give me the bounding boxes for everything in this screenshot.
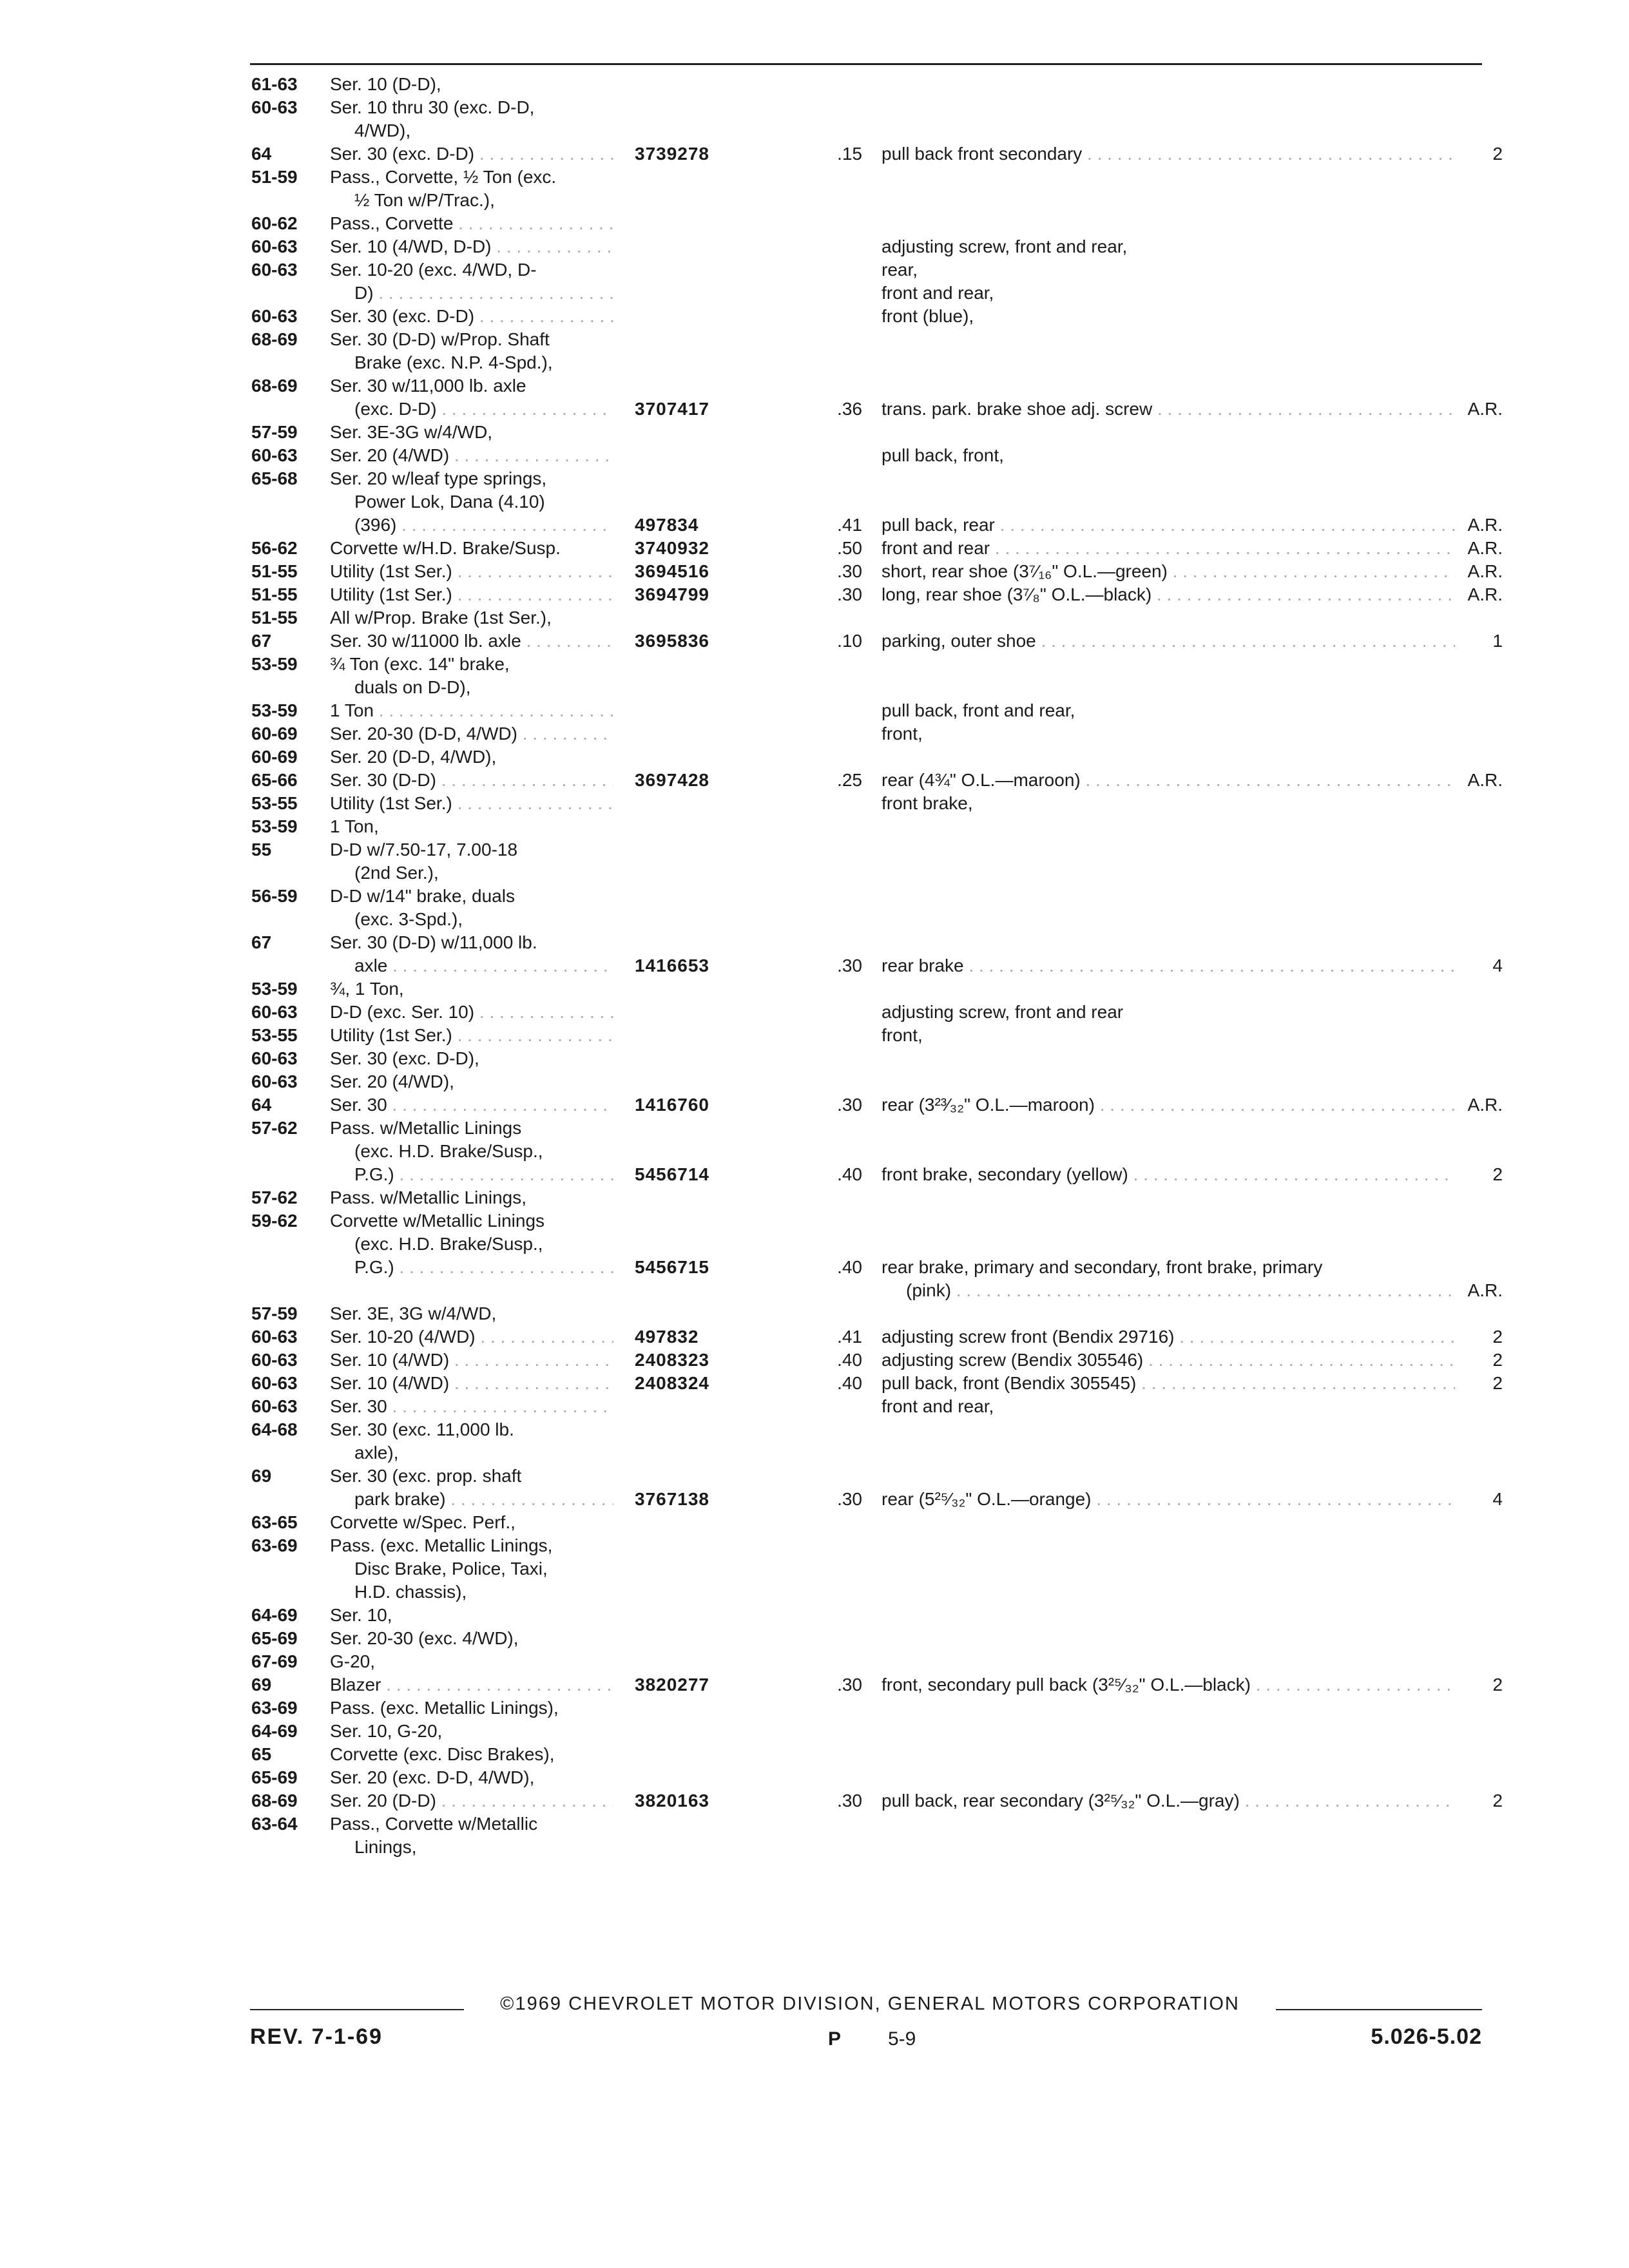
catalog-desc-cell: front and rear, [882, 283, 994, 303]
catalog-app-cell: Pass., Corvette w/Metallic [330, 1814, 538, 1834]
catalog-qty-cell: A.R. [1467, 561, 1503, 581]
catalog-app-cell: ¾ Ton (exc. 14" brake, [330, 654, 510, 674]
catalog-grp-cell: .41 [837, 515, 862, 535]
catalog-grp-cell: .30 [837, 1489, 862, 1509]
catalog-pno-cell: 497832 [635, 1327, 699, 1347]
catalog-app-cell: Ser. 30 (exc. prop. shaft [330, 1466, 522, 1486]
catalog-app-cell: Ser. 10, [330, 1605, 392, 1625]
catalog-app-cell: Ser. 30 (D-D) . . . [330, 769, 613, 791]
catalog-app-cell: H.D. chassis), [354, 1582, 467, 1602]
catalog-qty-cell: A.R. [1467, 399, 1503, 419]
catalog-app-cell: ¾, 1 Ton, [330, 979, 404, 999]
catalog-app-cell: Ser. 10, G-20, [330, 1721, 443, 1741]
catalog-yr-cell: 60-63 [251, 1373, 298, 1393]
catalog-yr-cell: 65-69 [251, 1628, 298, 1648]
catalog-app-cell: Ser. 20 (D-D) . . . [330, 1790, 613, 1812]
catalog-yr-cell: 69 [251, 1466, 272, 1486]
catalog-yr-cell: 60-63 [251, 236, 298, 256]
catalog-app-cell: Corvette w/H.D. Brake/Susp. [330, 538, 561, 558]
catalog-pno-cell: 2408324 [635, 1373, 710, 1393]
catalog-pno-cell: 2408323 [635, 1350, 710, 1370]
catalog-app-cell: Ser. 30 (exc. D-D) . . . [330, 143, 613, 165]
catalog-desc-cell: rear (5²⁵⁄₃₂" O.L.—orange) . . . [882, 1488, 1455, 1510]
catalog-app-cell: Ser. 30 . . . [330, 1094, 613, 1116]
catalog-app-cell: Ser. 30 (D-D) w/Prop. Shaft [330, 329, 550, 349]
catalog-app-cell: 1 Ton . . . [330, 700, 613, 722]
catalog-qty-cell: A.R. [1467, 770, 1503, 790]
catalog-app-cell: G-20, [330, 1651, 376, 1671]
catalog-desc-cell: pull back, front, [882, 445, 1004, 465]
catalog-app-cell: Ser. 3E, 3G w/4/WD, [330, 1303, 497, 1323]
catalog-app-cell: D-D w/14" brake, duals [330, 886, 515, 906]
catalog-yr-cell: 63-65 [251, 1512, 298, 1532]
catalog-yr-cell: 61-63 [251, 74, 298, 94]
catalog-desc-cell: adjusting screw (Bendix 305546) . . . [882, 1349, 1455, 1371]
catalog-yr-cell: 68-69 [251, 376, 298, 396]
catalog-desc-cell: adjusting screw, front and rear [882, 1002, 1124, 1022]
catalog-desc-cell: rear, [882, 260, 918, 280]
catalog-yr-cell: 60-63 [251, 1048, 298, 1068]
catalog-yr-cell: 68-69 [251, 1791, 298, 1811]
catalog-app-cell: Utility (1st Ser.) . . . [330, 793, 613, 814]
catalog-yr-cell: 51-55 [251, 608, 298, 628]
catalog-pno-cell: 3695836 [635, 631, 710, 651]
catalog-desc-cell: pull back, rear . . . [882, 514, 1455, 536]
catalog-app-cell: Corvette (exc. Disc Brakes), [330, 1744, 555, 1764]
catalog-pno-cell: 3707417 [635, 399, 710, 419]
catalog-app-cell: Ser. 30 w/11,000 lb. axle [330, 376, 526, 396]
catalog-desc-cell: front and rear, [882, 1396, 994, 1416]
catalog-app-cell: Brake (exc. N.P. 4-Spd.), [354, 352, 553, 372]
catalog-grp-cell: .15 [837, 144, 862, 164]
catalog-app-cell: Disc Brake, Police, Taxi, [354, 1559, 548, 1579]
catalog-qty-cell: 2 [1492, 1675, 1503, 1695]
catalog-app-cell: (exc. 3-Spd.), [354, 909, 463, 929]
catalog-yr-cell: 59-62 [251, 1211, 298, 1231]
catalog-yr-cell: 64 [251, 144, 272, 164]
catalog-yr-cell: 60-69 [251, 724, 298, 744]
catalog-app-cell: Pass., Corvette . . . [330, 213, 613, 235]
catalog-desc-cell: pull back front secondary . . . [882, 143, 1455, 165]
catalog-yr-cell: 53-59 [251, 700, 298, 720]
catalog-yr-cell: 60-63 [251, 1396, 298, 1416]
catalog-grp-cell: .25 [837, 770, 862, 790]
catalog-app-cell: Ser. 30 . . . [330, 1396, 613, 1418]
catalog-app-cell: 1 Ton, [330, 816, 379, 836]
catalog-desc-cell: short, rear shoe (3⁷⁄₁₆" O.L.—green) . . . [882, 561, 1455, 582]
catalog-qty-cell: 2 [1492, 1350, 1503, 1370]
footer-rule-left [250, 2009, 469, 2010]
catalog-pno-cell: 1416760 [635, 1095, 710, 1115]
catalog-app-cell: Ser. 10 (D-D), [330, 74, 441, 94]
catalog-desc-cell: trans. park. brake shoe adj. screw . . . [882, 398, 1455, 420]
catalog-yr-cell: 63-69 [251, 1698, 298, 1718]
catalog-app-cell: (exc. D-D) . . . [330, 398, 613, 420]
catalog-app-cell: Ser. 20-30 (D-D, 4/WD) . . . [330, 723, 613, 745]
catalog-app-cell: (396) . . . [330, 514, 613, 536]
catalog-app-cell: Ser. 3E-3G w/4/WD, [330, 422, 493, 442]
catalog-pno-cell: 3740932 [635, 538, 710, 558]
catalog-pno-cell: 1416653 [635, 956, 710, 975]
catalog-yr-cell: 53-55 [251, 793, 298, 813]
catalog-qty-cell: 2 [1492, 1164, 1503, 1184]
catalog-desc-cell: rear (3²³⁄₃₂" O.L.—maroon) . . . [882, 1094, 1455, 1116]
catalog-yr-cell: 60-63 [251, 1002, 298, 1022]
catalog-pno-cell: 3820277 [635, 1675, 710, 1695]
catalog-qty-cell: 4 [1492, 1489, 1503, 1509]
catalog-qty-cell: A.R. [1467, 515, 1503, 535]
catalog-app-cell: Ser. 30 (exc. D-D) . . . [330, 305, 613, 327]
copyright-notice: ©1969 CHEVROLET MOTOR DIVISION, GENERAL MOTORS CORPORATION [464, 1994, 1276, 2015]
catalog-desc-cell: pull back, rear secondary (3²⁵⁄₃₂" O.L.—gray) . . . [882, 1790, 1455, 1812]
footer-rule-right [1273, 2009, 1482, 2010]
catalog-desc-cell: long, rear shoe (3⁷⁄₈" O.L.—black) . . . [882, 584, 1455, 606]
catalog-desc-cell: adjusting screw, front and rear, [882, 236, 1128, 256]
catalog-grp-cell: .30 [837, 584, 862, 604]
catalog-pno-cell: 3694799 [635, 584, 710, 604]
catalog-yr-cell: 60-63 [251, 1072, 298, 1091]
catalog-pno-cell: 3739278 [635, 144, 710, 164]
catalog-yr-cell: 57-59 [251, 1303, 298, 1323]
catalog-desc-cell: (pink) . . . [882, 1280, 1455, 1302]
catalog-yr-cell: 56-62 [251, 538, 298, 558]
catalog-desc-cell: pull back, front (Bendix 305545) . . . [882, 1372, 1455, 1394]
catalog-grp-cell: .50 [837, 538, 862, 558]
catalog-app-cell: Utility (1st Ser.) . . . [330, 584, 613, 606]
catalog-yr-cell: 64 [251, 1095, 272, 1115]
catalog-yr-cell: 57-59 [251, 422, 298, 442]
catalog-pno-cell: 3697428 [635, 770, 710, 790]
catalog-yr-cell: 53-59 [251, 654, 298, 674]
catalog-yr-cell: 55 [251, 840, 272, 860]
catalog-desc-cell: pull back, front and rear, [882, 700, 1075, 720]
catalog-grp-cell: .36 [837, 399, 862, 419]
catalog-yr-cell: 65-69 [251, 1767, 298, 1787]
catalog-app-cell: D) . . . [330, 282, 613, 304]
catalog-pno-cell: 5456714 [635, 1164, 710, 1184]
catalog-yr-cell: 57-62 [251, 1118, 298, 1138]
catalog-qty-cell: 1 [1492, 631, 1503, 651]
catalog-yr-cell: 67-69 [251, 1651, 298, 1671]
catalog-yr-cell: 63-64 [251, 1814, 298, 1834]
catalog-app-cell: Corvette w/Spec. Perf., [330, 1512, 516, 1532]
page-section: P [828, 2028, 842, 2050]
catalog-app-cell: D-D (exc. Ser. 10) . . . [330, 1001, 613, 1023]
catalog-desc-cell: front, secondary pull back (3²⁵⁄₃₂" O.L.—black) . . . [882, 1674, 1455, 1696]
catalog-app-cell: Pass. w/Metallic Linings [330, 1118, 522, 1138]
catalog-yr-cell: 60-63 [251, 1327, 298, 1347]
catalog-desc-cell: front brake, secondary (yellow) . . . [882, 1164, 1455, 1186]
catalog-app-cell: Ser. 30 (D-D) w/11,000 lb. [330, 932, 537, 952]
catalog-grp-cell: .30 [837, 1675, 862, 1695]
catalog-desc-cell: adjusting screw front (Bendix 29716) . . . [882, 1326, 1455, 1348]
catalog-yr-cell: 53-59 [251, 979, 298, 999]
catalog-app-cell: All w/Prop. Brake (1st Ser.), [330, 608, 552, 628]
catalog-qty-cell: 2 [1492, 1373, 1503, 1393]
catalog-app-cell: Ser. 20-30 (exc. 4/WD), [330, 1628, 519, 1648]
catalog-app-cell: Ser. 10-20 (exc. 4/WD, D- [330, 260, 537, 280]
catalog-grp-cell: .40 [837, 1373, 862, 1393]
catalog-app-cell: axle), [354, 1443, 399, 1463]
catalog-qty-cell: A.R. [1467, 538, 1503, 558]
catalog-pno-cell: 5456715 [635, 1257, 710, 1277]
catalog-pno-cell: 497834 [635, 515, 699, 535]
catalog-desc-cell: parking, outer shoe . . . [882, 630, 1455, 652]
catalog-app-cell: Corvette w/Metallic Linings [330, 1211, 545, 1231]
catalog-grp-cell: .30 [837, 956, 862, 975]
catalog-app-cell: (exc. H.D. Brake/Susp., [354, 1234, 543, 1254]
catalog-qty-cell: 2 [1492, 1327, 1503, 1347]
catalog-yr-cell: 53-59 [251, 816, 298, 836]
catalog-app-cell: Ser. 20 (4/WD) . . . [330, 445, 613, 466]
catalog-app-cell: Ser. 10 (4/WD, D-D) . . . [330, 236, 613, 258]
catalog-grp-cell: .10 [837, 631, 862, 651]
catalog-app-cell: Ser. 20 (4/WD), [330, 1072, 454, 1091]
catalog-app-cell: Ser. 30 (exc. D-D), [330, 1048, 479, 1068]
catalog-app-cell: axle . . . [330, 955, 613, 977]
catalog-app-cell: Ser. 20 (exc. D-D, 4/WD), [330, 1767, 535, 1787]
catalog-grp-cell: .30 [837, 1095, 862, 1115]
catalog-yr-cell: 60-69 [251, 747, 298, 767]
catalog-yr-cell: 67 [251, 631, 272, 651]
catalog-desc-cell: front brake, [882, 793, 973, 813]
catalog-grp-cell: .40 [837, 1257, 862, 1277]
catalog-app-cell: P.G.) . . . [330, 1256, 613, 1278]
catalog-app-cell: Power Lok, Dana (4.10) [354, 492, 545, 512]
catalog-grp-cell: .30 [837, 1791, 862, 1811]
catalog-yr-cell: 67 [251, 932, 272, 952]
catalog-yr-cell: 51-55 [251, 584, 298, 604]
catalog-app-cell: Ser. 20 (D-D, 4/WD), [330, 747, 497, 767]
catalog-yr-cell: 65-66 [251, 770, 298, 790]
catalog-app-cell: P.G.) . . . [330, 1164, 613, 1186]
catalog-yr-cell: 64-69 [251, 1605, 298, 1625]
catalog-yr-cell: 68-69 [251, 329, 298, 349]
catalog-yr-cell: 69 [251, 1675, 272, 1695]
catalog-desc-cell: rear brake . . . [882, 955, 1455, 977]
catalog-yr-cell: 60-63 [251, 260, 298, 280]
catalog-yr-cell: 60-62 [251, 213, 298, 233]
catalog-app-cell: Utility (1st Ser.) . . . [330, 1024, 613, 1046]
catalog-yr-cell: 57-62 [251, 1187, 298, 1207]
group-code: 5.026-5.02 [1371, 2024, 1482, 2049]
catalog-app-cell: (2nd Ser.), [354, 863, 439, 883]
catalog-app-cell: Ser. 10 thru 30 (exc. D-D, [330, 97, 535, 117]
catalog-yr-cell: 60-63 [251, 445, 298, 465]
catalog-qty-cell: 2 [1492, 1791, 1503, 1811]
catalog-app-cell: park brake) . . . [330, 1488, 613, 1510]
catalog-yr-cell: 65 [251, 1744, 272, 1764]
catalog-yr-cell: 60-63 [251, 1350, 298, 1370]
catalog-app-cell: Pass., Corvette, ½ Ton (exc. [330, 167, 557, 187]
catalog-yr-cell: 53-55 [251, 1025, 298, 1045]
catalog-app-cell: Pass. (exc. Metallic Linings, [330, 1535, 553, 1555]
catalog-app-cell: ½ Ton w/P/Trac.), [354, 190, 495, 210]
catalog-yr-cell: 65-68 [251, 468, 298, 488]
catalog-desc-cell: front (blue), [882, 306, 974, 326]
catalog-desc-cell: front, [882, 1025, 923, 1045]
catalog-grp-cell: .41 [837, 1327, 862, 1347]
catalog-grp-cell: .40 [837, 1164, 862, 1184]
catalog-pno-cell: 3694516 [635, 561, 710, 581]
catalog-pno-cell: 3820163 [635, 1791, 710, 1811]
catalog-qty-cell: A.R. [1467, 1280, 1503, 1300]
page-number: 5-9 [888, 2028, 916, 2050]
catalog-app-cell: 4/WD), [354, 120, 411, 140]
catalog-app-cell: Ser. 30 w/11000 lb. axle . . . [330, 630, 613, 652]
catalog-desc-cell: rear (4¾" O.L.—maroon) . . . [882, 769, 1455, 791]
catalog-desc-cell: front, [882, 724, 923, 744]
catalog-yr-cell: 60-63 [251, 306, 298, 326]
catalog-app-cell: Utility (1st Ser.) . . . [330, 561, 613, 582]
catalog-app-cell: Ser. 10-20 (4/WD) . . . [330, 1326, 613, 1348]
catalog-yr-cell: 51-55 [251, 561, 298, 581]
catalog-app-cell: Linings, [354, 1837, 417, 1857]
catalog-yr-cell: 63-69 [251, 1535, 298, 1555]
catalog-grp-cell: .40 [837, 1350, 862, 1370]
catalog-app-cell: duals on D-D), [354, 677, 471, 697]
catalog-app-cell: Ser. 20 w/leaf type springs, [330, 468, 547, 488]
catalog-yr-cell: 60-63 [251, 97, 298, 117]
catalog-desc-cell: rear brake, primary and secondary, front brake, primary [882, 1257, 1323, 1277]
revision-date: REV. 7-1-69 [250, 2024, 383, 2049]
catalog-yr-cell: 64-69 [251, 1721, 298, 1741]
catalog-qty-cell: 4 [1492, 956, 1503, 975]
catalog-desc-cell: front and rear . . . [882, 537, 1455, 559]
catalog-pno-cell: 3767138 [635, 1489, 710, 1509]
catalog-qty-cell: A.R. [1467, 1095, 1503, 1115]
catalog-app-cell: D-D w/7.50-17, 7.00-18 [330, 840, 518, 860]
catalog-yr-cell: 56-59 [251, 886, 298, 906]
catalog-grp-cell: .30 [837, 561, 862, 581]
catalog-app-cell: (exc. H.D. Brake/Susp., [354, 1141, 543, 1161]
catalog-yr-cell: 64-68 [251, 1419, 298, 1439]
catalog-app-cell: Pass. w/Metallic Linings, [330, 1187, 527, 1207]
catalog-app-cell: Ser. 10 (4/WD) . . . [330, 1372, 613, 1394]
catalog-app-cell: Ser. 10 (4/WD) . . . [330, 1349, 613, 1371]
catalog-app-cell: Blazer . . . [330, 1674, 613, 1696]
catalog-app-cell: Ser. 30 (exc. 11,000 lb. [330, 1419, 514, 1439]
catalog-qty-cell: A.R. [1467, 584, 1503, 604]
catalog-qty-cell: 2 [1492, 144, 1503, 164]
catalog-app-cell: Pass. (exc. Metallic Linings), [330, 1698, 559, 1718]
catalog-yr-cell: 51-59 [251, 167, 298, 187]
